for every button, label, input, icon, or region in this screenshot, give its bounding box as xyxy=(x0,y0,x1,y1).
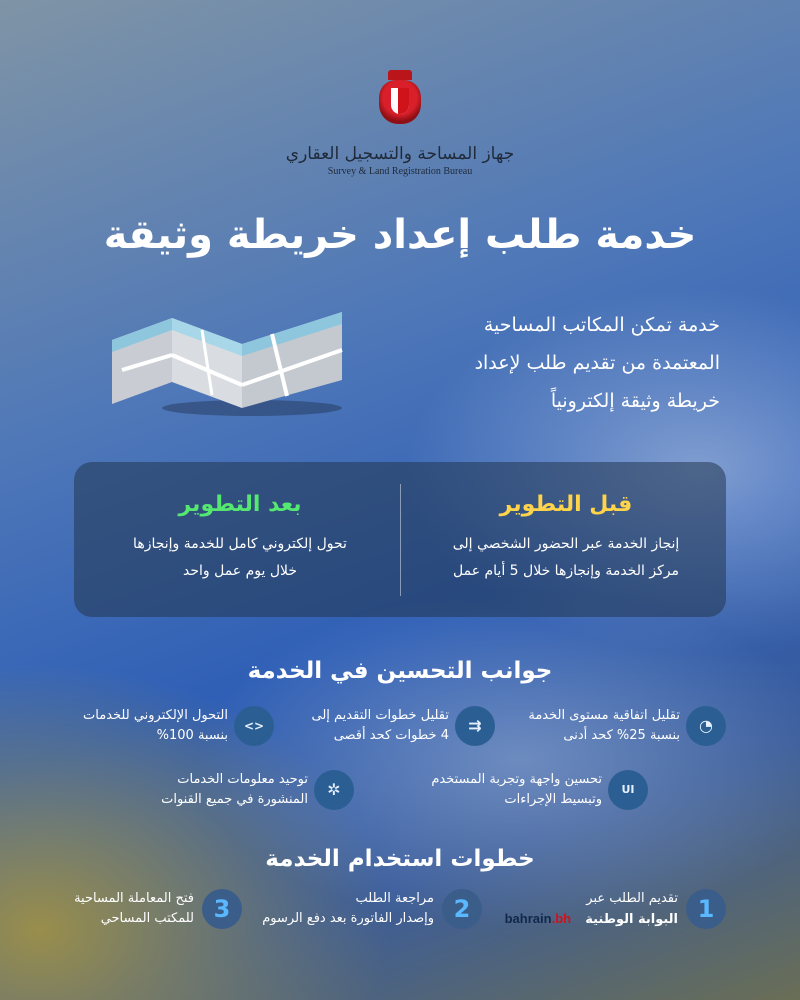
improvement-line: توحيد معلومات الخدمات xyxy=(177,772,308,787)
after-text xyxy=(90,531,390,585)
step-line: تقديم الطلب عبر xyxy=(586,890,678,906)
code-window-icon: <> xyxy=(234,706,274,746)
step-number: 3 xyxy=(202,889,242,929)
after-title: بعد التطوير xyxy=(178,492,302,517)
improvement-item xyxy=(83,702,274,750)
improvement-line: تقليل اتفاقية مستوى الخدمة xyxy=(528,708,680,723)
step-item xyxy=(262,886,482,932)
header xyxy=(0,70,800,177)
step-number: 2 xyxy=(442,889,482,929)
before-text xyxy=(416,531,716,585)
step-item xyxy=(74,886,242,932)
bureau-name-english: Survey & Land Registration Bureau xyxy=(327,166,473,177)
bureau-name-arabic: جهاز المساحة والتسجيل العقاري xyxy=(285,144,515,164)
improvement-line: التحول الإلكتروني للخدمات xyxy=(83,708,228,723)
improvement-line: تحسين واجهة وتجربة المستخدم xyxy=(431,772,602,787)
step-line: فتح المعاملة المساحية xyxy=(74,891,194,906)
ui-window-icon: UI xyxy=(608,770,648,810)
improvements-title: جوانب التحسين في الخدمة xyxy=(247,658,553,684)
before-title: قبل التطوير xyxy=(499,492,633,517)
improvement-item xyxy=(311,702,495,750)
after-line: خلال يوم عمل واحد xyxy=(182,563,298,579)
divider xyxy=(400,484,401,596)
improvement-line: بنسبة 100% xyxy=(156,728,228,743)
before-after-panel xyxy=(74,462,726,617)
bahrain-bh-link[interactable] xyxy=(505,909,571,929)
step-number: 1 xyxy=(686,889,726,929)
brand-main: bahrain xyxy=(504,910,552,926)
network-icon: ✲ xyxy=(314,770,354,810)
step-line xyxy=(505,909,678,930)
steps-icon: ⇉ xyxy=(455,706,495,746)
step-line: مراجعة الطلب xyxy=(355,891,434,906)
improvement-line: وتبسيط الإجراءات xyxy=(504,792,602,807)
page-title: خدمة طلب إعداد خريطة وثيقة xyxy=(103,212,697,258)
improvement-line: المنشورة في جميع القنوات xyxy=(161,792,308,807)
improvement-line: بنسبة 25% كحد أدنى xyxy=(563,728,680,743)
brand-suffix: .bh xyxy=(551,910,572,926)
folded-map-illustration xyxy=(112,300,352,420)
improvement-item xyxy=(431,766,648,814)
after-line: تحول إلكتروني كامل للخدمة وإنجازها xyxy=(133,536,347,552)
intro-line: خدمة تمكن المكاتب المساحية xyxy=(483,314,720,336)
improvement-item xyxy=(161,766,354,814)
before-line: مركز الخدمة وإنجازها خلال 5 أيام عمل xyxy=(453,563,679,579)
intro-line: المعتمدة من تقديم طلب لإعداد xyxy=(474,352,720,374)
step-line: وإصدار الفاتورة بعد دفع الرسوم xyxy=(262,911,434,926)
national-portal-label: البوابة الوطنية xyxy=(585,911,678,927)
improvement-line: 4 خطوات كحد أقصى xyxy=(333,728,449,743)
improvement-line: تقليل خطوات التقديم إلى xyxy=(311,708,449,723)
step-line: للمكتب المساحي xyxy=(100,911,194,926)
service-description xyxy=(360,306,720,420)
bahrain-emblem-logo xyxy=(377,70,423,134)
steps-title: خطوات استخدام الخدمة xyxy=(265,846,535,872)
stopwatch-icon: ◔ xyxy=(686,706,726,746)
before-line: إنجاز الخدمة عبر الحضور الشخصي إلى xyxy=(452,536,680,552)
intro-line: خريطة وثيقة إلكترونياً xyxy=(550,390,720,412)
improvement-item xyxy=(528,702,726,750)
step-item xyxy=(505,886,726,932)
before-development xyxy=(416,492,716,585)
after-development xyxy=(90,492,390,585)
